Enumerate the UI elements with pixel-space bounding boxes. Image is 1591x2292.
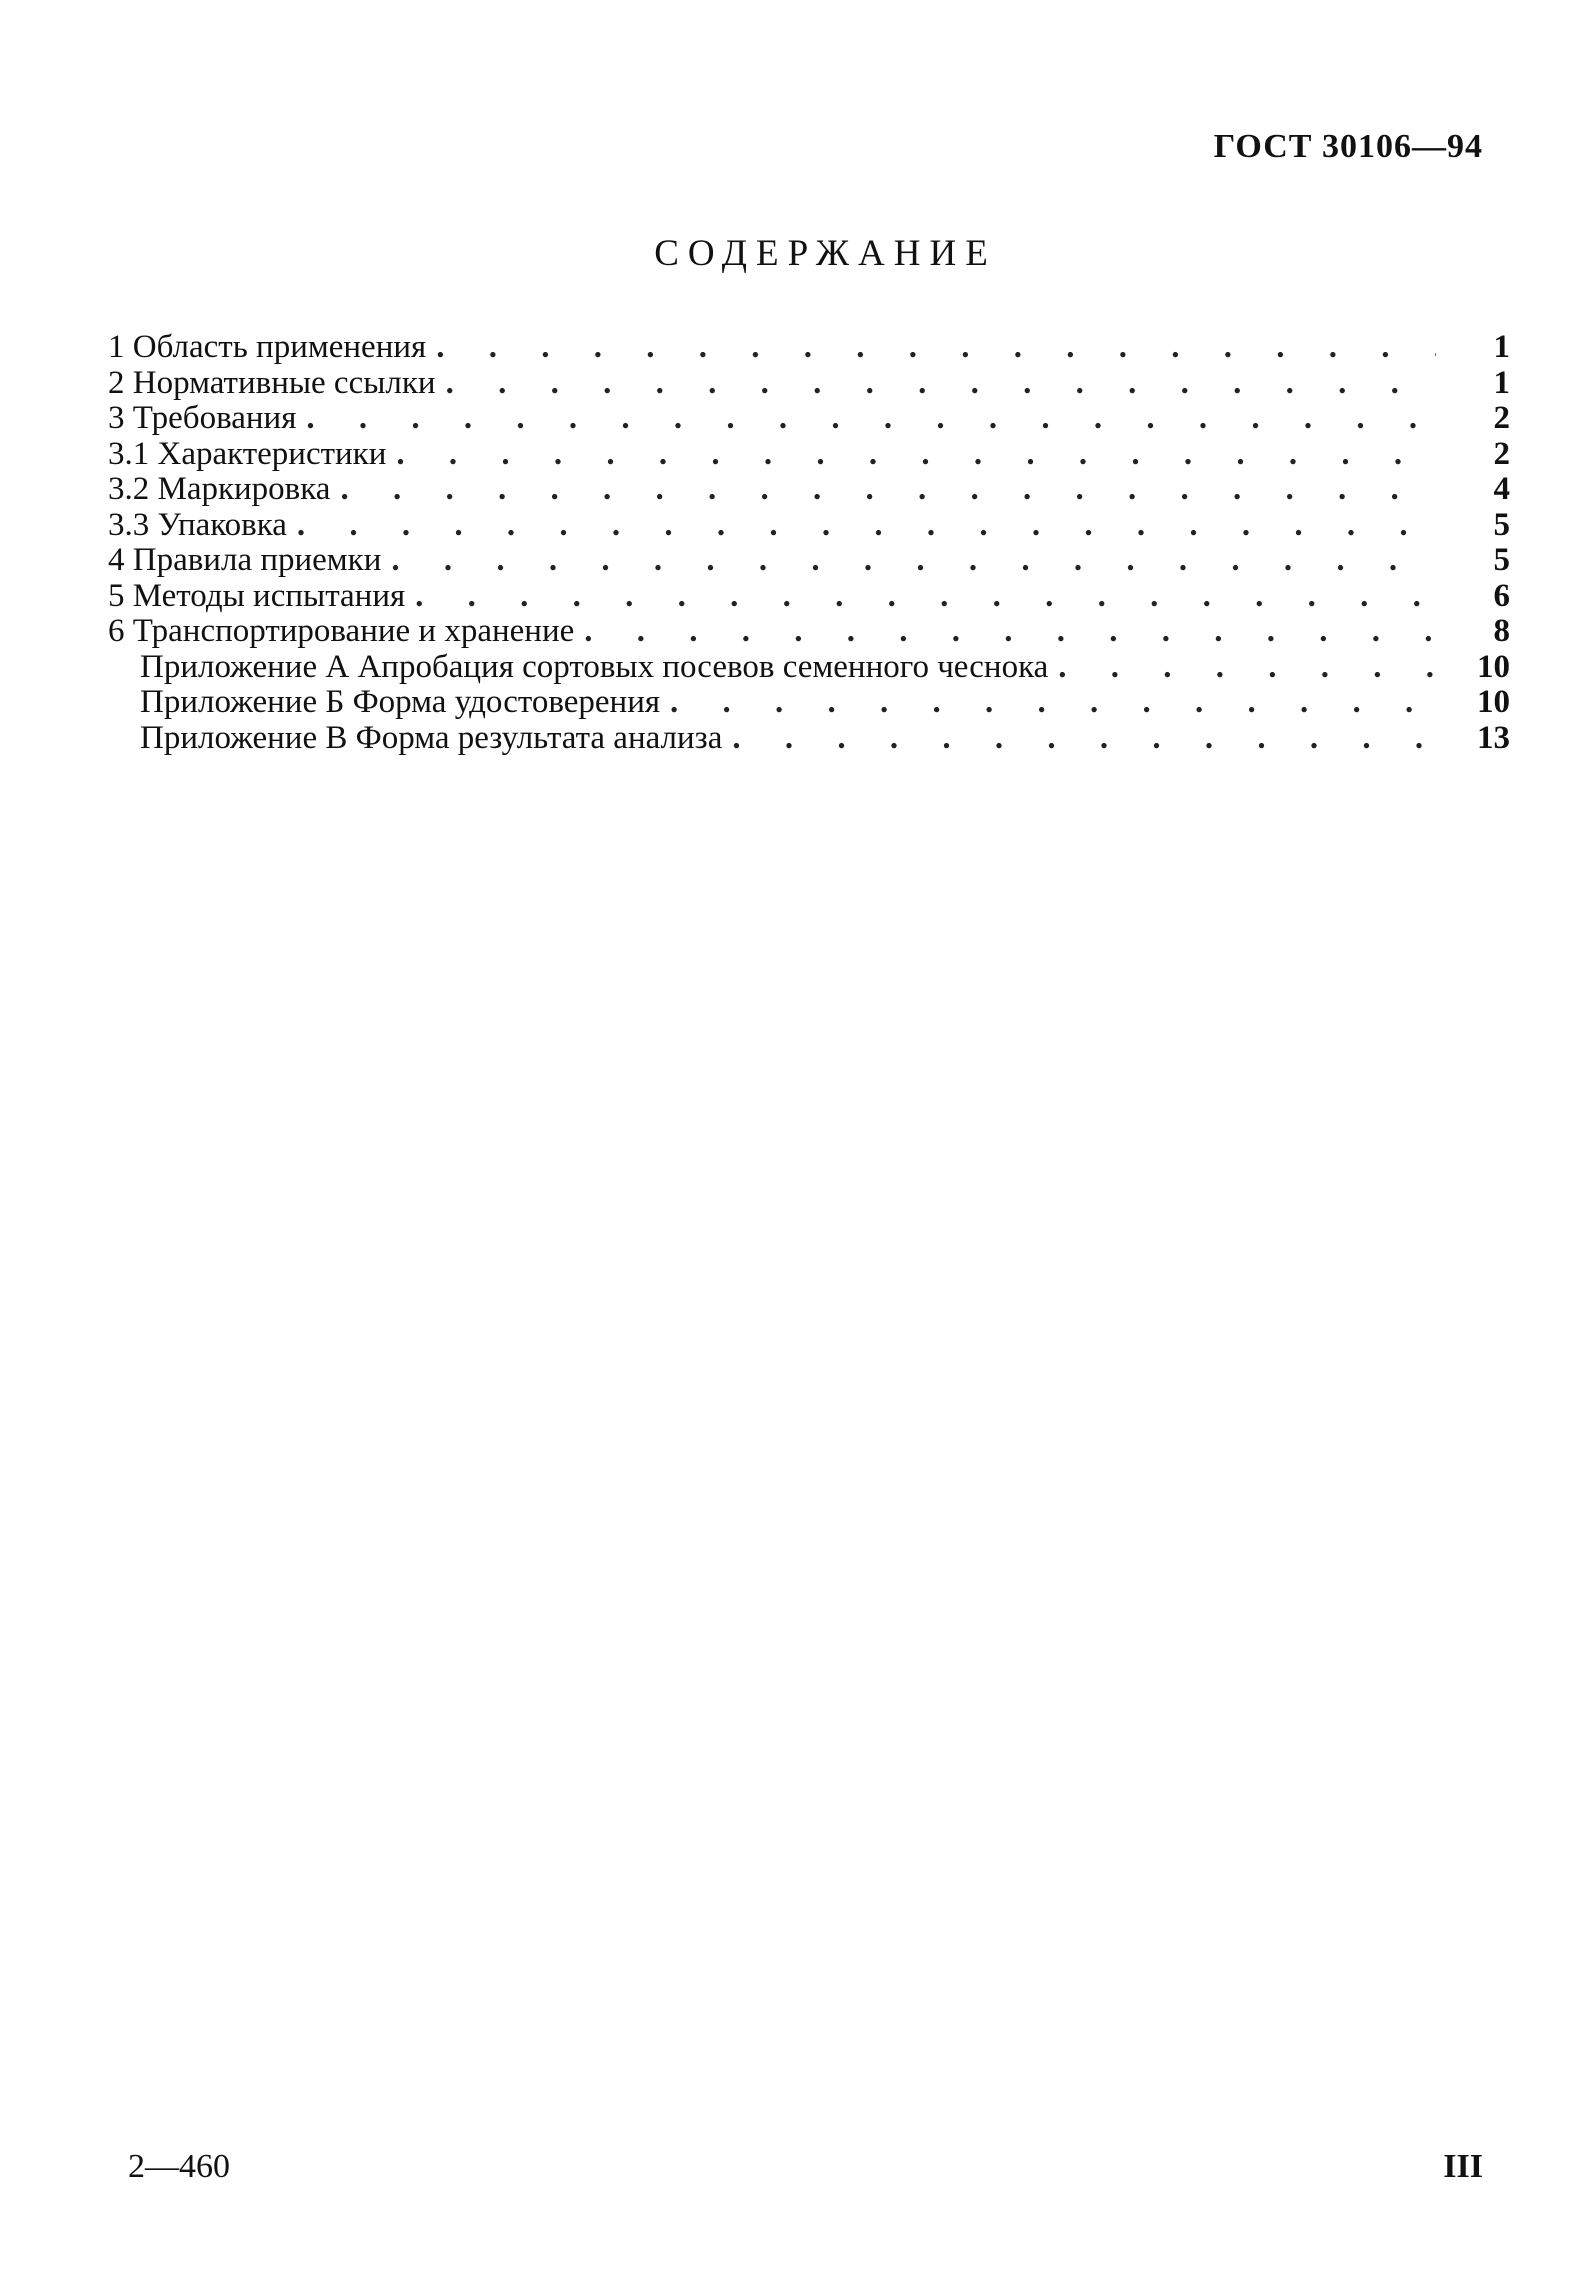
toc-dot-leader (306, 401, 1436, 437)
toc-appendix-entry[interactable] (108, 685, 1510, 721)
toc-entry[interactable] (108, 543, 1510, 579)
toc-entry-page: 10 (1477, 684, 1510, 720)
toc-entry-label: 6 Транспортирование и хранение (108, 613, 575, 649)
toc-entry-page: 5 (1493, 506, 1510, 543)
toc-dot-leader (415, 579, 1436, 615)
toc-appendix-entry[interactable] (108, 721, 1510, 757)
toc-entry-label: 3.1 Характеристики (108, 435, 387, 472)
toc-dot-leader (732, 721, 1436, 757)
toc-entry-page: 2 (1493, 435, 1510, 472)
toc-dot-leader (670, 685, 1436, 721)
toc-dot-leader (391, 543, 1436, 579)
toc-entry-page: 2 (1493, 400, 1510, 436)
toc-entry[interactable] (108, 579, 1510, 615)
page-number: III (1443, 2148, 1483, 2185)
toc-dot-leader (446, 366, 1436, 402)
toc-entry[interactable] (108, 366, 1510, 402)
toc-entry[interactable] (108, 437, 1510, 473)
toc-entry[interactable] (108, 508, 1510, 544)
toc-entry-label: Приложение Б Форма удостоверения (140, 684, 661, 720)
toc-entry-label: 4 Правила приемки (108, 542, 382, 578)
toc-entry-label: 5 Методы испытания (108, 577, 406, 614)
toc-entry-page: 5 (1493, 542, 1510, 578)
footer-print-code: 2—460 (128, 2148, 230, 2185)
toc-entry-label: 3 Требования (108, 400, 297, 436)
toc-entry-page: 13 (1477, 719, 1510, 756)
toc-entry-page: 6 (1493, 577, 1510, 614)
table-of-contents (108, 330, 1510, 756)
toc-entry[interactable] (108, 330, 1510, 366)
toc-entry-label: Приложение В Форма результата анализа (140, 719, 723, 756)
toc-entry-page: 4 (1493, 471, 1510, 507)
toc-dot-leader (584, 614, 1436, 650)
toc-appendix-entry[interactable] (108, 650, 1510, 686)
toc-entry-page: 1 (1493, 364, 1510, 401)
toc-entry[interactable] (108, 614, 1510, 650)
document-code: ГОСТ 30106—94 (1213, 128, 1483, 165)
toc-dot-leader (1058, 650, 1436, 686)
toc-entry-page: 1 (1493, 329, 1510, 365)
toc-title: СОДЕРЖАНИЕ (654, 233, 997, 274)
toc-entry-label: 2 Нормативные ссылки (108, 364, 436, 401)
toc-entry-page: 10 (1477, 648, 1510, 685)
toc-dot-leader (436, 330, 1436, 366)
toc-entry-label: 3.2 Маркировка (108, 471, 331, 507)
toc-dot-leader (297, 508, 1436, 544)
toc-dot-leader (340, 472, 1436, 508)
toc-entry-label: 3.3 Упаковка (108, 506, 287, 543)
toc-dot-leader (396, 437, 1436, 473)
toc-entry-label: Приложение А Апробация сортовых посевов семенного чеснока (140, 648, 1049, 685)
toc-entry-page: 8 (1493, 613, 1510, 649)
toc-entry[interactable] (108, 472, 1510, 508)
toc-entry[interactable] (108, 401, 1510, 437)
toc-entry-label: 1 Область применения (108, 329, 427, 365)
